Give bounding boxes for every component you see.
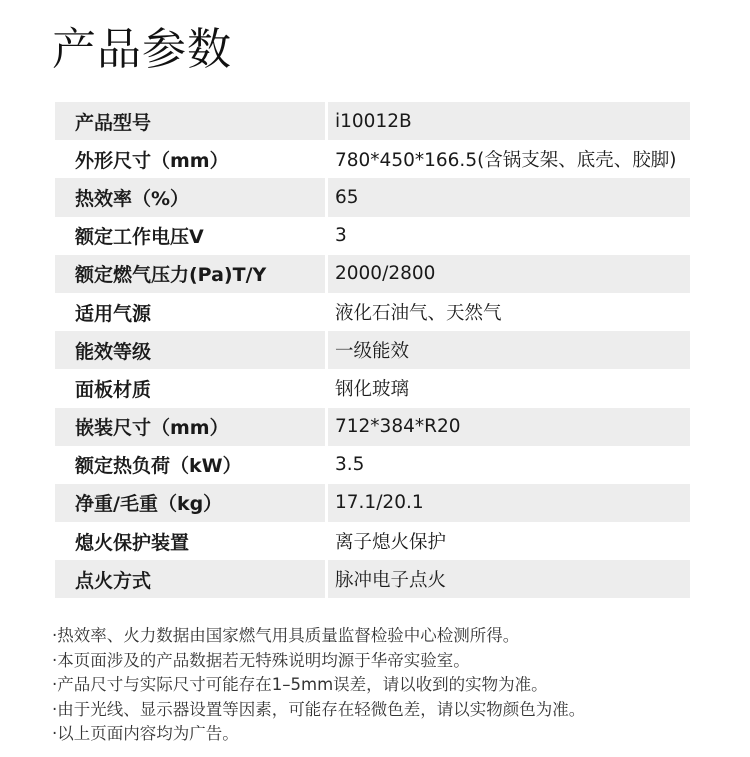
- note-item: ·产品尺寸与实际尺寸可能存在1–5mm误差，请以收到的实物为准。: [52, 675, 548, 695]
- spec-value: 780*450*166.5(含锅支架、底壳、胶脚): [335, 150, 677, 172]
- spec-label: 热效率（%）: [75, 187, 190, 210]
- spec-value: i10012B: [335, 110, 412, 132]
- note-item: ·以上页面内容均为广告。: [52, 724, 239, 744]
- spec-label: 点火方式: [75, 569, 152, 592]
- note-item: ·热效率、火力数据由国家燃气用具质量监督检验中心检测所得。: [52, 626, 520, 645]
- spec-row-model: [55, 102, 690, 140]
- spec-label: 嵌装尺寸（mm）: [75, 417, 229, 440]
- spec-row-dimensions: [55, 140, 690, 178]
- spec-label: 适用气源: [75, 302, 152, 325]
- spec-value: 2000/2800: [335, 263, 436, 285]
- spec-value: 离子熄火保护: [335, 532, 447, 554]
- spec-label: 额定工作电压V: [75, 226, 204, 249]
- spec-value: 17.1/20.1: [335, 492, 424, 514]
- spec-row-gas-source: [55, 293, 690, 331]
- spec-row-gas-pressure: [55, 255, 690, 293]
- spec-value: 3.5: [335, 454, 365, 476]
- spec-label: 额定热负荷（kW）: [75, 455, 242, 478]
- note-item: ·本页面涉及的产品数据若无特殊说明均源于华帝实验室。: [52, 650, 470, 670]
- spec-row-flameout-protection: [55, 522, 690, 560]
- spec-label: 熄火保护装置: [75, 531, 190, 554]
- spec-value: 712*384*R20: [335, 416, 461, 438]
- spec-row-voltage: [55, 217, 690, 255]
- page-title: 产品参数: [52, 24, 232, 75]
- spec-value: 液化石油气、天然气: [335, 303, 502, 325]
- spec-value: 3: [335, 225, 347, 247]
- spec-row-energy-grade: [55, 331, 690, 369]
- spec-row-heat-load: [55, 446, 690, 484]
- spec-label: 净重/毛重（kg）: [75, 493, 223, 516]
- spec-table: [55, 102, 690, 598]
- spec-row-cutout-size: [55, 408, 690, 446]
- spec-row-panel-material: [55, 369, 690, 407]
- spec-value: 一级能效: [335, 341, 410, 363]
- spec-value: 钢化玻璃: [335, 379, 410, 401]
- spec-label: 外形尺寸（mm）: [75, 149, 229, 172]
- spec-label: 额定燃气压力(Pa)T/Y: [75, 264, 267, 287]
- spec-label: 能效等级: [75, 340, 152, 363]
- spec-value: 65: [335, 186, 359, 208]
- note-item: ·由于光线、显示器设置等因素，可能存在轻微色差，请以实物颜色为准。: [52, 699, 586, 719]
- disclaimer-notes: [52, 624, 585, 747]
- spec-row-ignition: [55, 560, 690, 598]
- spec-value: 脉冲电子点火: [335, 570, 447, 592]
- spec-row-thermal-efficiency: [55, 178, 690, 216]
- spec-label: 面板材质: [75, 378, 152, 401]
- spec-row-weight: [55, 484, 690, 522]
- spec-label: 产品型号: [75, 111, 152, 134]
